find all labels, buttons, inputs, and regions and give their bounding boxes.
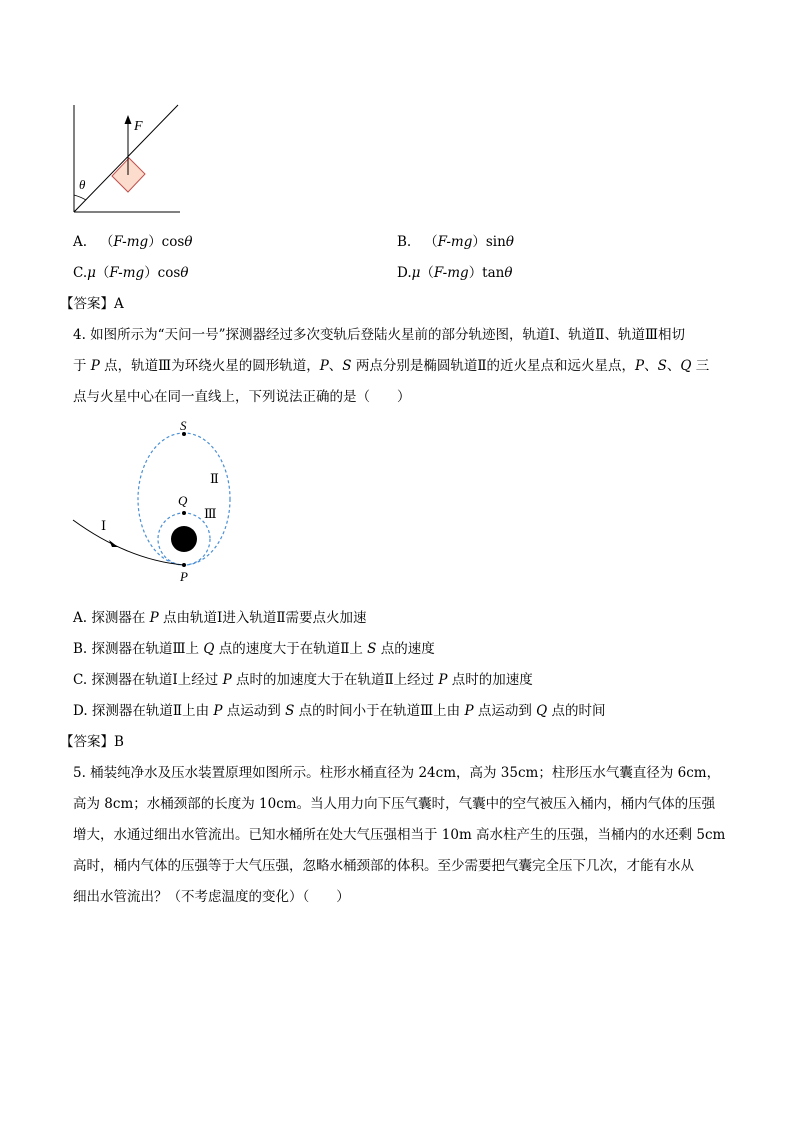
incline-figure xyxy=(68,100,184,218)
q4-option-d: D. 探测器在轨道Ⅱ上由 P 点运动到 S 点的时间小于在轨道Ⅲ上由 P 点运动到 Q 点的时间 xyxy=(73,703,606,719)
option-a: A. （F-mg）cosθ xyxy=(73,234,193,250)
option-d: D.μ（F-mg）tanθ xyxy=(397,265,513,281)
point-p xyxy=(182,563,186,567)
option-c: C.μ（F-mg）cosθ xyxy=(73,265,189,281)
angle-label: θ xyxy=(79,177,86,192)
q5-line-5: 细出水管流出？（不考虑温度的变化）（ ） xyxy=(73,889,350,905)
label-q: Q xyxy=(178,493,188,508)
angle-arc xyxy=(74,195,86,200)
force-label: F xyxy=(134,119,143,134)
option-b: B. （F-mg）sinθ xyxy=(397,234,514,250)
q4-line-3: 点与火星中心在同一直线上，下列说法正确的是（ ） xyxy=(73,389,411,405)
label-orbit-1: Ⅰ xyxy=(101,518,107,533)
orbit-1-path xyxy=(73,520,184,565)
label-orbit-2: Ⅱ xyxy=(210,471,219,486)
label-p: P xyxy=(180,569,188,584)
q5-line-4: 高时，桶内气体的压强等于大气压强，忽略水桶颈部的体积。至少需要把气囊完全压下几次，才能有水从 xyxy=(73,858,694,874)
orbit-figure xyxy=(68,415,248,590)
q5-line-2: 高为 8cm；水桶颈部的长度为 10cm。当人用力向下压气囊时，气囊中的空气被压入桶内，桶内气体的压强 xyxy=(73,796,716,812)
q4-option-a: A. 探测器在 P 点由轨道Ⅰ进入轨道Ⅱ需要点火加速 xyxy=(73,610,367,626)
answer-q3: 【答案】A xyxy=(60,296,124,312)
q5-line-3: 增大，水通过细出水管流出。已知水桶所在处大气压强相当于 10m 高水柱产生的压强，当桶内的水还剩 5cm xyxy=(73,827,726,843)
force-arrowhead xyxy=(125,115,132,124)
label-orbit-3: Ⅲ xyxy=(204,506,217,521)
answer-q4: 【答案】B xyxy=(60,734,124,750)
label-s: S xyxy=(180,418,187,433)
q5-line-1: 5. 桶装纯净水及压水装置原理如图所示。柱形水桶直径为 24cm，高为 35cm；柱形压水气囊直径为 6cm， xyxy=(73,765,721,781)
q4-option-c: C. 探测器在轨道Ⅰ上经过 P 点时的加速度大于在轨道Ⅱ上经过 P 点时的加速度 xyxy=(73,672,533,688)
point-q xyxy=(182,511,186,515)
q4-line-2: 于 P 点，轨道Ⅲ为环绕火星的圆形轨道，P、S 两点分别是椭圆轨道Ⅱ的近火星点和远火星点，P、S、Q 三 xyxy=(73,358,710,374)
q4-line-1: 4. 如图所示为“天问一号”探测器经过多次变轨后登陆火星前的部分轨迹图，轨道Ⅰ、轨道Ⅱ、轨道Ⅲ相切 xyxy=(73,327,686,343)
q4-option-b: B. 探测器在轨道Ⅲ上 Q 点的速度大于在轨道Ⅱ上 S 点的速度 xyxy=(73,641,435,657)
mars-planet xyxy=(171,526,197,552)
